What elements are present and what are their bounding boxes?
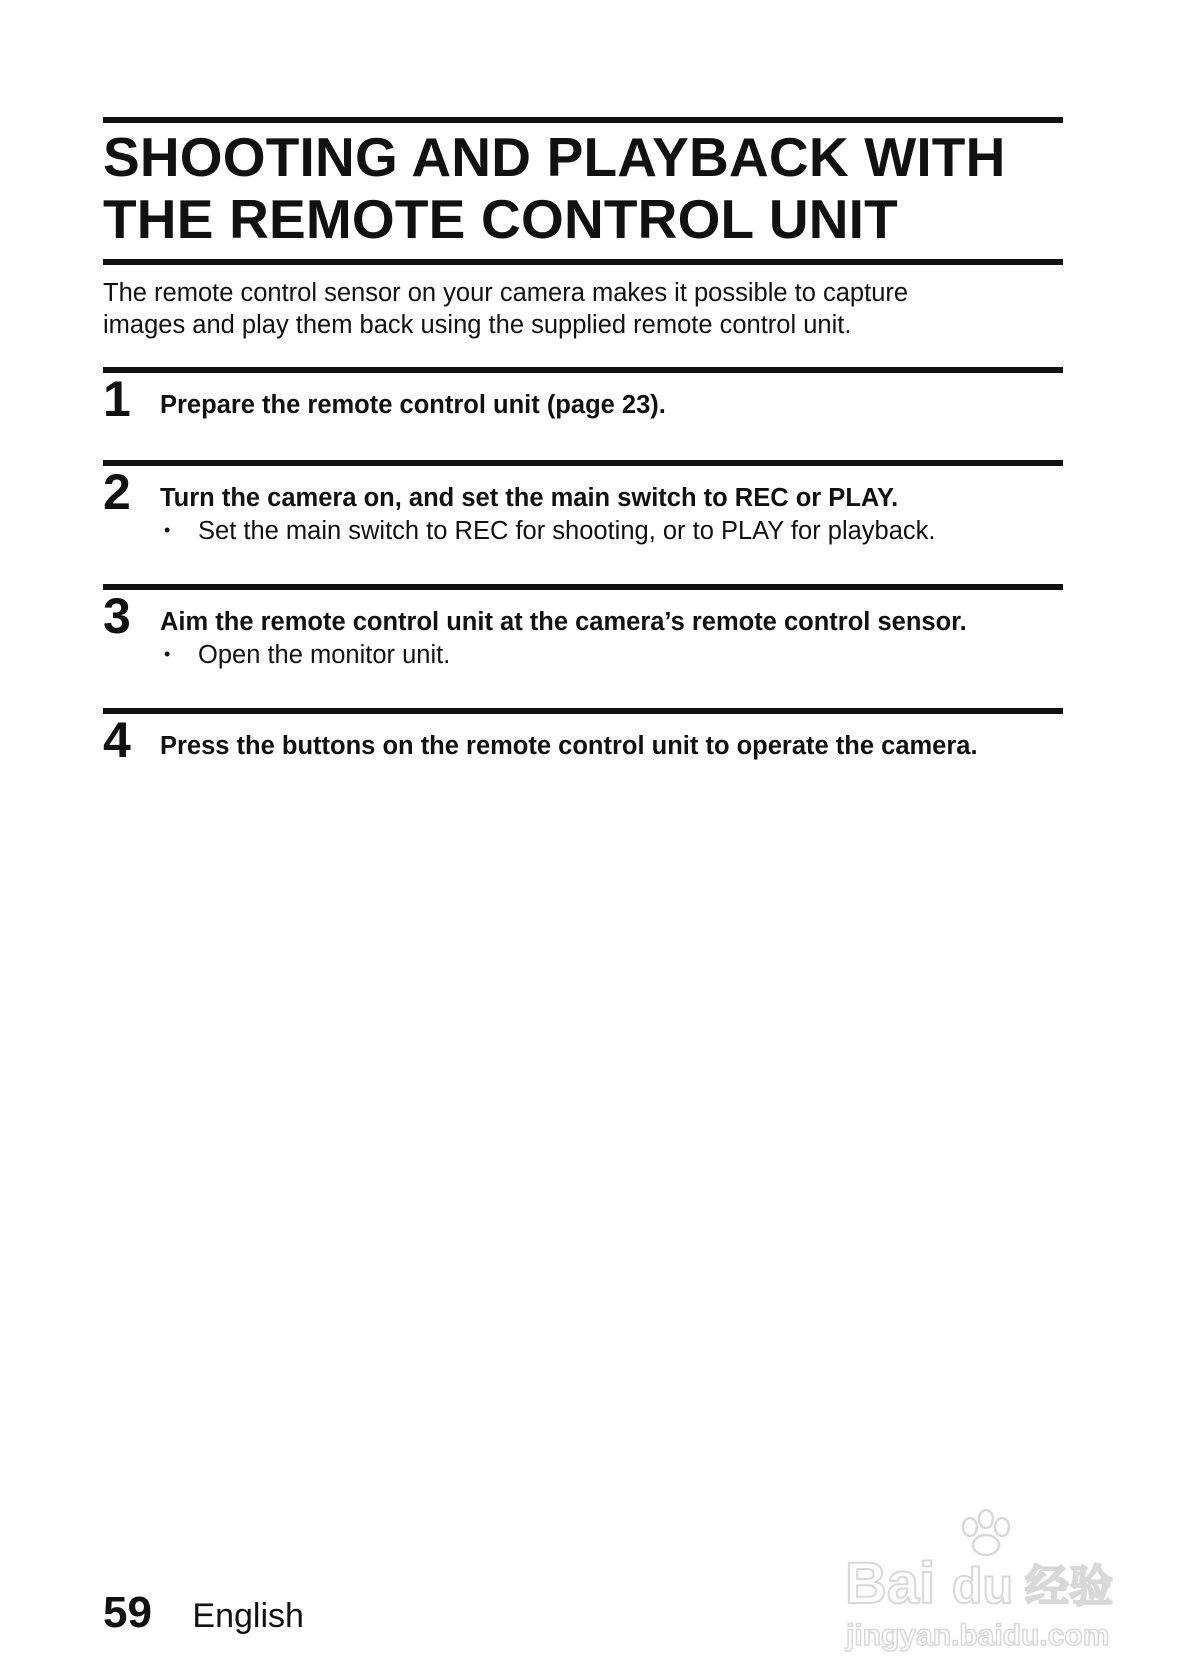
- paw-icon: [963, 1510, 1009, 1555]
- intro-line-1: The remote control sensor on your camera makes it possible to capture: [103, 279, 909, 307]
- step-number: 1: [103, 371, 131, 427]
- page-title: [103, 126, 1063, 250]
- step-rule: [103, 460, 1063, 466]
- step-rule: [103, 584, 1063, 590]
- language-label: English: [192, 1597, 304, 1635]
- step-rule: [103, 367, 1063, 373]
- step-rule: [103, 708, 1063, 714]
- page-title-line-2: THE REMOTE CONTROL UNIT: [103, 188, 898, 250]
- step-4: [103, 708, 1063, 768]
- intro-line-2: images and play them back using the supplied remote control unit.: [103, 311, 852, 339]
- step-number: 3: [103, 588, 131, 644]
- step-title: Press the buttons on the remote control unit to operate the camera.: [160, 732, 978, 760]
- title-top-rule: [103, 117, 1063, 123]
- step-number: 4: [103, 712, 131, 768]
- page-number: 59: [103, 1588, 152, 1637]
- page-title-line-1: SHOOTING AND PLAYBACK WITH: [103, 126, 1006, 188]
- page-footer: [103, 1583, 304, 1643]
- step-bullet: [164, 638, 450, 671]
- step-title: Prepare the remote control unit (page 23).: [160, 391, 666, 419]
- svg-text:经验: 经验: [1025, 1561, 1113, 1612]
- step-bullet: [164, 514, 936, 547]
- intro-paragraph: [103, 277, 1063, 341]
- baidu-watermark-logo: [840, 1505, 1130, 1655]
- svg-text:Bai: Bai: [845, 1551, 936, 1616]
- bullet-icon: •: [164, 644, 171, 664]
- bullet-icon: •: [164, 520, 171, 540]
- svg-text:jingyan.baidu.com: jingyan.baidu.com: [846, 1619, 1110, 1652]
- title-bottom-rule: [103, 259, 1063, 265]
- step-title: Turn the camera on, and set the main switch to REC or PLAY.: [160, 484, 899, 512]
- svg-text:du: du: [952, 1558, 1014, 1614]
- step-bullet-text: Open the monitor unit.: [198, 641, 451, 669]
- step-1: [103, 367, 1063, 427]
- step-2: [103, 460, 1063, 545]
- step-3: [103, 584, 1063, 669]
- step-number: 2: [103, 464, 131, 520]
- step-bullet-text: Set the main switch to REC for shooting, or to PLAY for playback.: [198, 517, 936, 545]
- step-title: Aim the remote control unit at the camera’s remote control sensor.: [160, 608, 967, 636]
